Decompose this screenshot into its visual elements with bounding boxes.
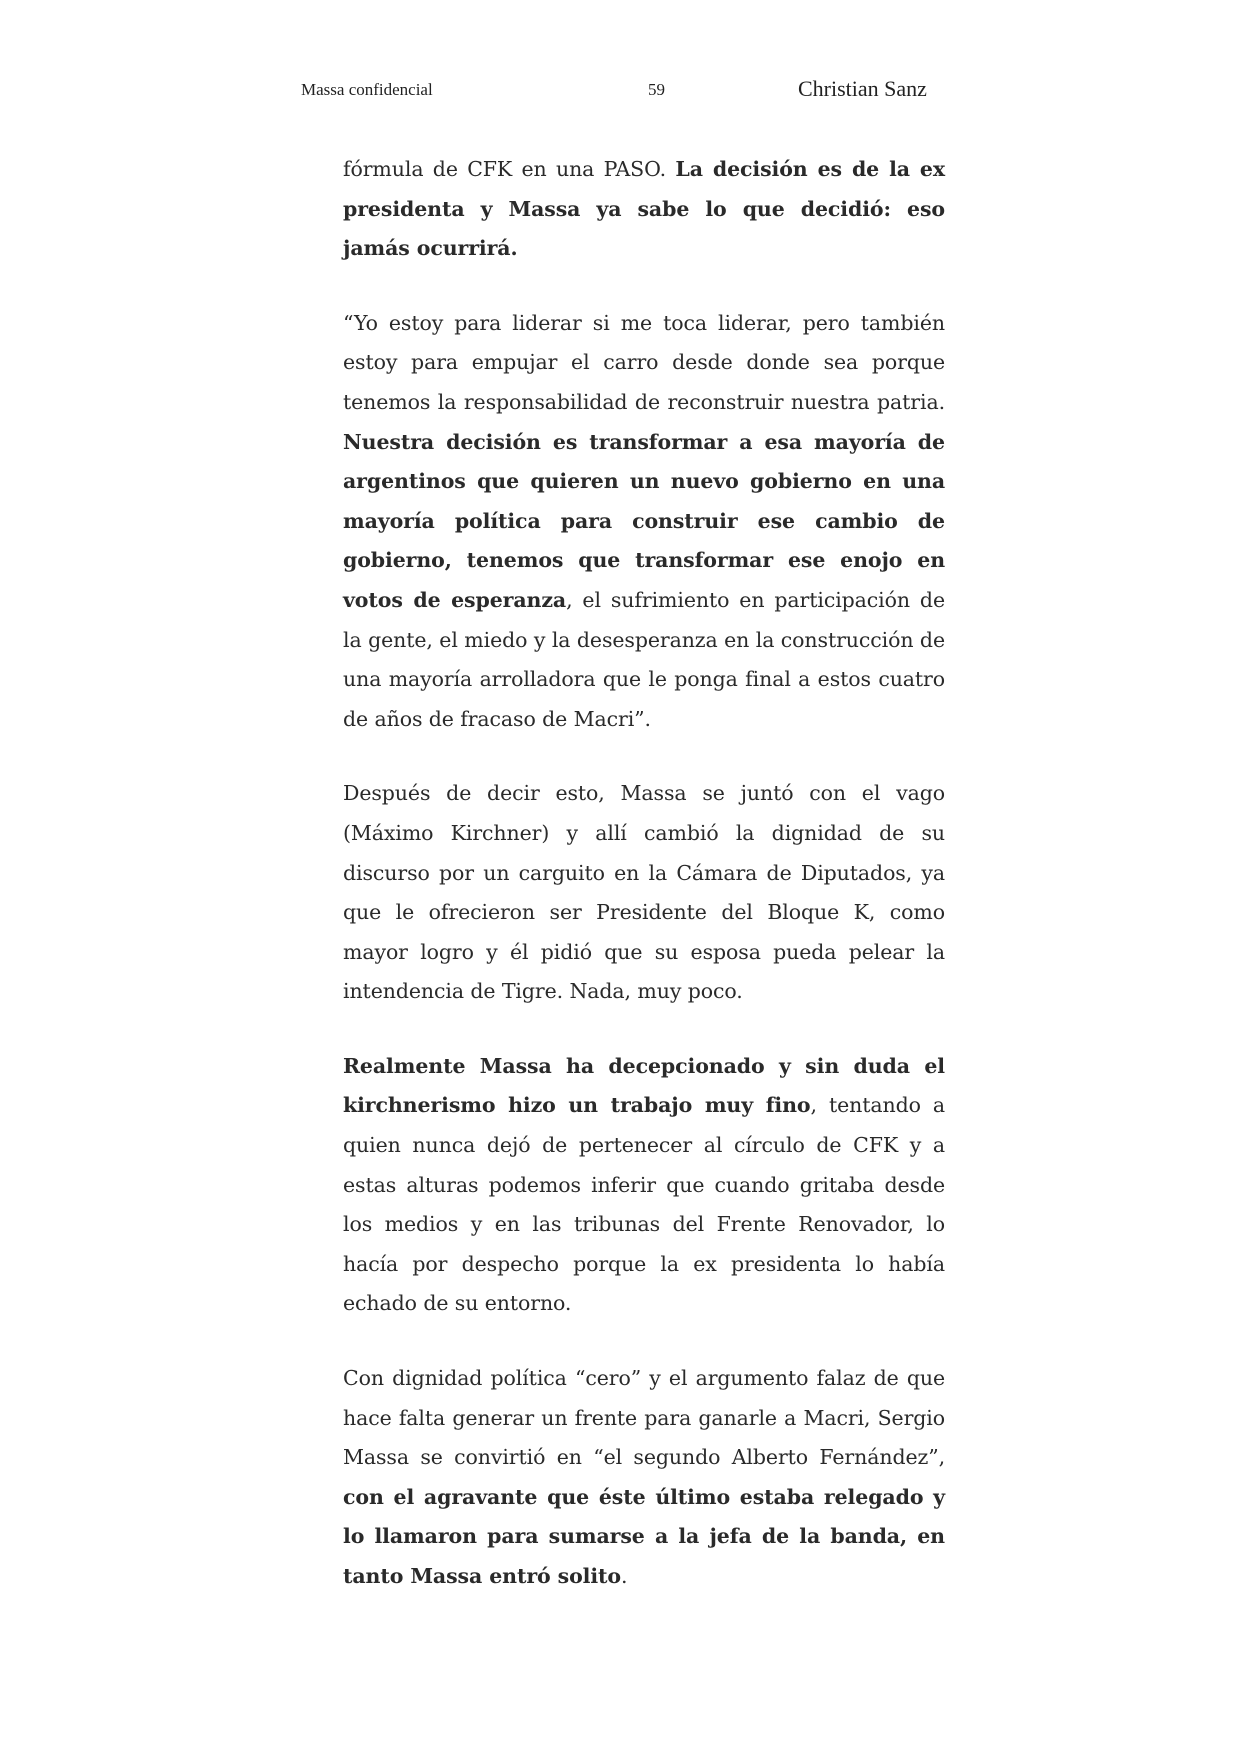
author-name: Christian Sanz [798,76,927,101]
running-title: Massa confidencial [301,80,433,99]
paragraph [343,774,945,1012]
text-run: . [620,1564,628,1588]
text-run: fórmula de CFK en una PASO. [343,157,676,181]
text-run: “Yo estoy para liderar si me toca liderar, pero también estoy para empujar el carro desde donde sea porque tenemos la responsabilidad de reconstruir nuestra patria. [343,310,945,414]
paragraph [343,150,945,269]
bold-text-run: La decisión es de la ex presidenta y Massa ya sabe lo que decidió: eso jamás ocurrirá. [343,157,945,261]
page-number: 59 [648,80,665,99]
text-run: , tentando a quien nunca dejó de pertenecer al círculo de CFK y a estas alturas podemos inferir que cuando gritaba desde los medios y en las tribunas del Frente Renovador, lo hacía por despecho porque la ex presidenta lo había echado de su entorno. [343,1093,945,1316]
text-run: , el sufrimiento en participación de la gente, el miedo y la desesperanza en la construcción de una mayoría arrolladora que le ponga final a estos cuatro de años de fracaso de Macri”. [343,587,945,731]
bold-text-run: Realmente Massa ha decepcionado y sin duda el kirchnerismo hizo un trabajo muy fino [343,1053,945,1118]
bold-text-run: Nuestra decisión es transformar a esa mayoría de argentinos que quieren un nuevo gobierno en una mayoría política para construir ese cambio de gobierno, tenemos que transformar ese enojo en votos de esperanza [343,429,945,612]
page-header [0,76,1241,106]
paragraph [343,1047,945,1324]
text-run: Después de decir esto, Massa se juntó con el vago (Máximo Kirchner) y allí cambió la dignidad de su discurso por un carguito en la Cámara de Diputados, ya que le ofrecieron ser Presidente del Bloque K, como mayor logro y él pidió que su esposa pueda pelear la intendencia de Tigre. Nada, muy poco. [343,781,945,1004]
paragraph [343,1359,945,1597]
paragraph [343,304,945,740]
text-run: Con dignidad política “cero” y el argumento falaz de que hace falta generar un frente para ganarle a Macri, Sergio Massa se convirtió en “el segundo Alberto Fernández”, [343,1366,945,1470]
body-text [343,150,945,1632]
bold-text-run: con el agravante que éste último estaba relegado y lo llamaron para sumarse a la jefa de la banda, en tanto Massa entró solito [343,1484,945,1588]
